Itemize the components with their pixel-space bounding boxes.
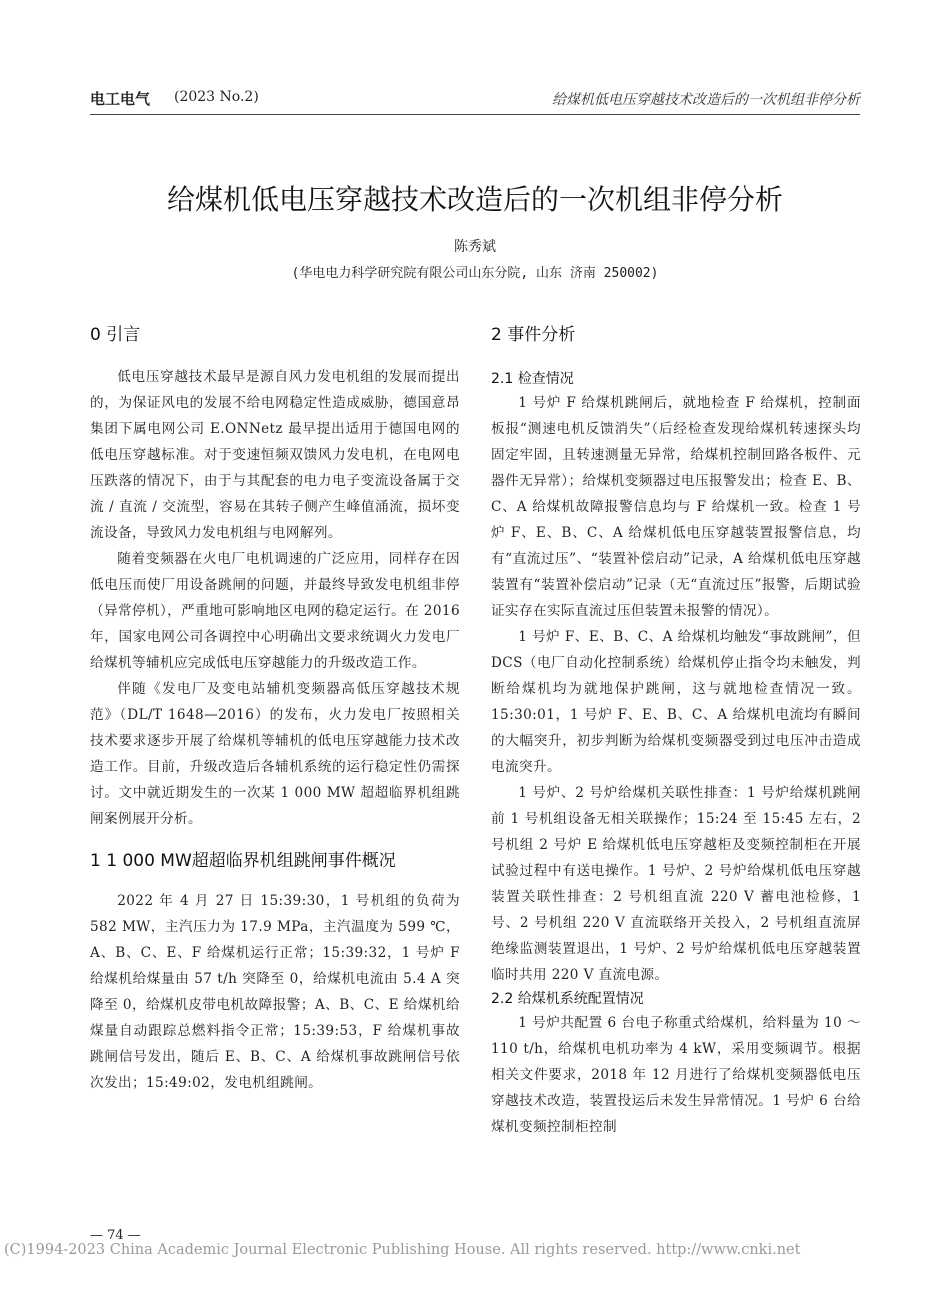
section-2-2-paragraph-1: 1 号炉共配置 6 台电子称重式给煤机，给料量为 10 ～ 110 t/h，给煤机电机功率为 4 kW，采用变频调节。根据相关文件要求，2018 年 12 月进行了给煤机变频器低电压穿越技术改造，装置投运后未发生异常情况。1 号炉 6 台给煤机变频控制柜控制 xyxy=(491,1015,861,1135)
section-2-1-paragraph-2: 1 号炉 F、E、B、C、A 给煤机均触发“事故跳闸”，但 DCS（电厂自动化控制系统）给煤机停止指令均未触发，判断给煤机均为就地保护跳闸，这与就地检查情况一致。15:30:01，1 号炉 F、E、B、C、A 给煤机电流均有瞬间的大幅突升，初步判断为给煤机变频器受到过电压冲击造成电流突升。 xyxy=(491,629,861,775)
journal-name: 电工电气 xyxy=(90,90,151,108)
section-2-1-paragraph-1: 1 号炉 F 给煤机跳闸后，就地检查 F 给煤机，控制面板报“测速电机反馈消失”（后经检查发现给煤机转速探头均固定牢固，且转速测量无异常，给煤机控制回路各板件、元器件无异常）；给煤机变频器过电压报警发出；检查 E、B、C、A 给煤机故障报警信息均与 F 给煤机一致。检查 1 号炉 F、E、B、C、A 给煤机低电压穿越装置报警信息，均有“直流过压”、“装置补偿启动”记录，A 给煤机低电压穿越装置有“装置补偿启动”记录（无“直流过压”报警，后期试验证实存在实际直流过压但装置未报警的情况）。 xyxy=(491,395,861,619)
section-1-heading: 1 1 000 MW超超临界机组跳闸事件概况 xyxy=(90,851,396,871)
copyright-notice: (C)1994-2023 China Academic Journal Electronic Publishing House. All rights reserved. http://www.cnki.net xyxy=(4,1242,801,1258)
section-0-heading: 0 引言 xyxy=(90,325,141,345)
section-0-paragraph-3: 伴随《发电厂及变电站辅机变频器高低压穿越技术规范》（DL/T 1648—2016）的发布，火力发电厂按照相关技术要求逐步开展了给煤机等辅机的低电压穿越能力技术改造工作。目前，升级改造后各辅机系统的运行稳定性仍需探讨。文中就近期发生的一次某 1 000 MW 超超临界机组跳闸案例展开分析。 xyxy=(90,681,460,827)
left-column xyxy=(90,322,460,1096)
section-2-2-heading: 2.2 给煤机系统配置情况 xyxy=(491,991,644,1007)
paper-author: 陈秀斌 xyxy=(454,239,496,255)
section-0-paragraph-2: 随着变频器在火电厂电机调速的广泛应用，同样存在因低电压而使厂用设备跳闸的问题，并最终导致发电机组非停（异常停机），严重地可影响地区电网的稳定运行。在 2016 年，国家电网公司各调控中心明确出文要求统调火力发电厂给煤机等辅机应完成低电压穿越能力的升级改造工作。 xyxy=(90,551,460,671)
right-column xyxy=(491,322,861,1140)
section-2-1-paragraph-3: 1 号炉、2 号炉给煤机关联性排查：1 号炉给煤机跳闸前 1 号机组设备无相关联操作；15:24 至 15:45 左右，2 号机组 2 号炉 E 给煤机低电压穿越柜及变频控制柜在开展试验过程中有送电操作。1 号炉、2 号炉给煤机低电压穿越装置关联性排查：2 号机组直流 220 V 蓄电池检修，1 号、2 号机组 220 V 直流联络开关投入，2 号机组直流屏绝缘监测装置退出，1 号炉、2 号炉给煤机低电压穿越装置临时共用 220 V 直流电源。 xyxy=(491,785,861,983)
running-title: 给煤机低电压穿越技术改造后的一次机组非停分析 xyxy=(552,92,860,108)
author-affiliation: (华电电力科学研究院有限公司山东分院, 山东 济南 250002) xyxy=(291,266,659,281)
page-header xyxy=(90,86,860,115)
section-2-1-heading: 2.1 检查情况 xyxy=(491,371,574,387)
section-0-paragraph-1: 低电压穿越技术最早是源自风力发电机组的发展而提出的，为保证风电的发展不给电网稳定性造成威胁，德国意昂集团下属电网公司 E.ONNetz 最早提出适用于德国电网的低电压穿越标准。对于变速恒频双馈风力发电机，在电网电压跌落的情况下，由于与其配套的电力电子变流设备属于交流 / 直流 / 交流型，容易在其转子侧产生峰值涌流，损坏变流设备，导致风力发电机组与电网解列。 xyxy=(90,369,460,541)
section-2-heading: 2 事件分析 xyxy=(491,325,576,345)
paper-title: 给煤机低电压穿越技术改造后的一次机组非停分析 xyxy=(166,183,783,216)
journal-issue: (2023 No.2) xyxy=(174,89,259,105)
section-1-paragraph-1: 2022 年 4 月 27 日 15:39:30，1 号机组的负荷为 582 MW，主汽压力为 17.9 MPa，主汽温度为 599 ℃，A、B、C、E、F 给煤机运行正常；15:39:32，1 号炉 F 给煤机给煤量由 57 t/h 突降至 0，给煤机电流由 5.4 A 突降至 0，给煤机皮带电机故障报警；A、B、C、E 给煤机给煤量自动跟踪总燃料指令正常；15:39:53，F 给煤机事故跳闸信号发出，随后 E、B、C、A 给煤机事故跳闸信号依次发出；15:49:02，发电机组跳闸。 xyxy=(90,893,460,1091)
page-number: — 74 — xyxy=(90,1228,141,1243)
